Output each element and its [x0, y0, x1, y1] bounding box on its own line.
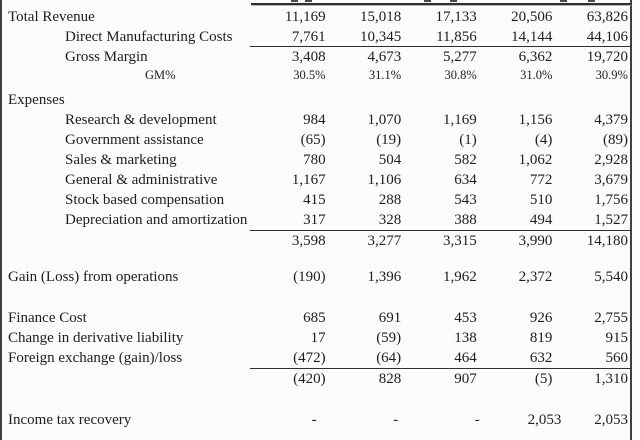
cell-value: (19)	[376, 132, 402, 148]
cell-value: 780	[303, 152, 326, 168]
cell-value: 543	[454, 192, 477, 208]
cell-value: 2,053	[527, 412, 562, 428]
table-row	[0, 368, 640, 388]
cell-value: 317	[303, 212, 326, 228]
row-values	[250, 27, 631, 47]
cell-value: 1,527	[594, 212, 628, 228]
cell-value: 4,379	[594, 112, 628, 128]
row-label: Government assistance	[65, 132, 204, 148]
cell-value: 1,169	[443, 112, 477, 128]
row-values	[250, 348, 631, 368]
table-row	[0, 67, 640, 83]
cell-value: (4)	[534, 132, 553, 148]
cell-value: 828	[378, 371, 402, 387]
cell-value: 3,315	[443, 233, 477, 249]
cell-value: 3,990	[518, 233, 553, 249]
cell-value: 685	[303, 310, 326, 326]
cell-value: 2,372	[518, 269, 553, 285]
row-label: Stock based compensation	[65, 192, 225, 208]
cell-value: 1,062	[518, 152, 553, 168]
cell-value: 3,277	[367, 233, 402, 249]
cell-value: 510	[529, 192, 553, 208]
cell-value: 30.5%	[293, 68, 326, 82]
row-values	[250, 190, 631, 210]
cell-value: (64)	[376, 350, 402, 366]
cell-value: (65)	[300, 132, 326, 148]
cell-value: 3,408	[291, 49, 326, 65]
cell-value: 560	[605, 350, 628, 366]
cell-value: 1,756	[594, 192, 628, 208]
row-values	[250, 67, 631, 83]
cell-value: (5)	[534, 371, 553, 387]
row-label	[0, 368, 250, 388]
cell-value: 634	[454, 172, 477, 188]
header-cutoff-fragment	[560, 0, 567, 2]
table-row	[0, 90, 640, 110]
cell-value: 5,277	[443, 49, 477, 65]
cell-value: 11,856	[436, 29, 477, 45]
cell-value: 7,761	[291, 29, 326, 45]
cell-value: 15,018	[359, 9, 402, 25]
row-label: Foreign exchange (gain)/loss	[8, 350, 183, 366]
cell-value: 10,345	[359, 29, 402, 45]
cell-value: 464	[454, 350, 477, 366]
cell-value: 1,167	[291, 172, 326, 188]
table-row	[0, 130, 640, 150]
row-values	[250, 368, 631, 388]
cell-value: 328	[378, 212, 402, 228]
row-values	[250, 90, 631, 110]
row-label: Income tax recovery	[8, 412, 132, 428]
cell-value: 494	[529, 212, 553, 228]
row-label: Direct Manufacturing Costs	[65, 29, 233, 45]
cell-value: -	[474, 412, 480, 428]
cell-value: 5,540	[594, 269, 628, 285]
cell-value: 138	[454, 330, 477, 346]
cell-value: 44,106	[586, 29, 628, 45]
table-row	[0, 27, 640, 47]
cell-value: -	[393, 412, 399, 428]
row-values	[250, 150, 631, 170]
cell-value: 17	[310, 330, 326, 346]
cell-value: 772	[529, 172, 553, 188]
header-cutoff-fragment	[588, 0, 595, 2]
header-cutoff-fragment	[291, 0, 298, 2]
row-label	[0, 230, 250, 250]
table-row	[0, 170, 640, 190]
cell-value: 2,053	[594, 412, 628, 428]
cell-value: (1)	[459, 132, 477, 148]
cell-value: -	[311, 412, 317, 428]
row-values	[250, 410, 631, 430]
cell-value: 632	[529, 350, 553, 366]
table-row	[0, 7, 640, 27]
table-row	[0, 308, 640, 328]
cell-value: 30.8%	[444, 68, 477, 82]
cell-value: 504	[378, 152, 402, 168]
table-row	[0, 328, 640, 348]
row-values	[250, 267, 631, 287]
table-row	[0, 210, 640, 230]
table-row	[0, 267, 640, 287]
cell-value: (420)	[293, 371, 326, 387]
cell-value: 582	[454, 152, 477, 168]
financial-table	[0, 7, 640, 430]
row-label: Sales & marketing	[65, 152, 177, 168]
cell-value: 3,679	[594, 172, 628, 188]
cell-value: 915	[605, 330, 628, 346]
header-cutoff-fragment	[450, 0, 457, 2]
cell-value: 1,106	[367, 172, 402, 188]
row-label: Finance Cost	[8, 310, 87, 326]
row-values	[250, 230, 631, 250]
cell-value: 30.9%	[595, 68, 628, 82]
cell-value: 415	[303, 192, 326, 208]
cell-value: 20,506	[511, 9, 553, 25]
cell-value: 31.0%	[520, 68, 553, 82]
cell-value: 1,156	[518, 112, 553, 128]
cell-value: 3,598	[291, 233, 326, 249]
cell-value: 453	[454, 310, 477, 326]
table-row	[0, 110, 640, 130]
cell-value: 11,169	[284, 9, 326, 25]
row-values	[250, 308, 631, 328]
row-label: General & administrative	[65, 172, 218, 188]
cell-value: 907	[454, 371, 477, 387]
row-values	[250, 328, 631, 348]
cell-value: 6,362	[518, 49, 553, 65]
cell-value: 2,755	[594, 310, 628, 326]
table-row	[0, 348, 640, 368]
cell-value: (472)	[293, 350, 326, 366]
cell-value: 31.1%	[368, 68, 402, 82]
cell-value: 819	[529, 330, 553, 346]
table-row	[0, 150, 640, 170]
row-label: Total Revenue	[8, 9, 95, 25]
table-row	[0, 190, 640, 210]
cell-value: 17,133	[435, 9, 477, 25]
cell-value: 388	[454, 212, 477, 228]
cell-value: 1,310	[594, 371, 628, 387]
row-values	[250, 47, 631, 67]
cell-value: 4,673	[367, 49, 402, 65]
cell-value: 1,396	[367, 269, 402, 285]
cell-value: (190)	[293, 269, 326, 285]
cell-value: 14,144	[511, 29, 553, 45]
row-values	[250, 7, 631, 27]
cell-value: (89)	[602, 132, 628, 148]
cell-value: 691	[378, 310, 402, 326]
row-label: Depreciation and amortization	[65, 212, 248, 228]
cell-value: 63,826	[586, 9, 628, 25]
header-underline-rule	[251, 3, 631, 5]
row-values	[250, 130, 631, 150]
cell-value: 1,962	[443, 269, 477, 285]
cell-value: 926	[529, 310, 553, 326]
cell-value: 288	[378, 192, 402, 208]
cell-value: 1,070	[367, 112, 402, 128]
table-row	[0, 410, 640, 430]
row-label: GM%	[145, 68, 176, 82]
row-label: Expenses	[8, 92, 65, 108]
header-cutoff-fragment	[424, 0, 431, 2]
cell-value: 984	[303, 112, 326, 128]
row-label: Gain (Loss) from operations	[8, 269, 179, 285]
cell-value: (59)	[376, 330, 402, 346]
table-row	[0, 230, 640, 250]
row-values	[250, 110, 631, 130]
row-values	[250, 170, 631, 190]
row-values	[250, 210, 631, 230]
row-label: Change in derivative liability	[8, 330, 184, 346]
cell-value: 14,180	[586, 233, 628, 249]
header-cutoff-fragment	[305, 0, 312, 2]
cell-value: 2,928	[594, 152, 628, 168]
table-row	[0, 47, 640, 67]
row-label: Gross Margin	[65, 49, 148, 65]
row-label: Research & development	[65, 112, 217, 128]
cell-value: 19,720	[586, 49, 628, 65]
